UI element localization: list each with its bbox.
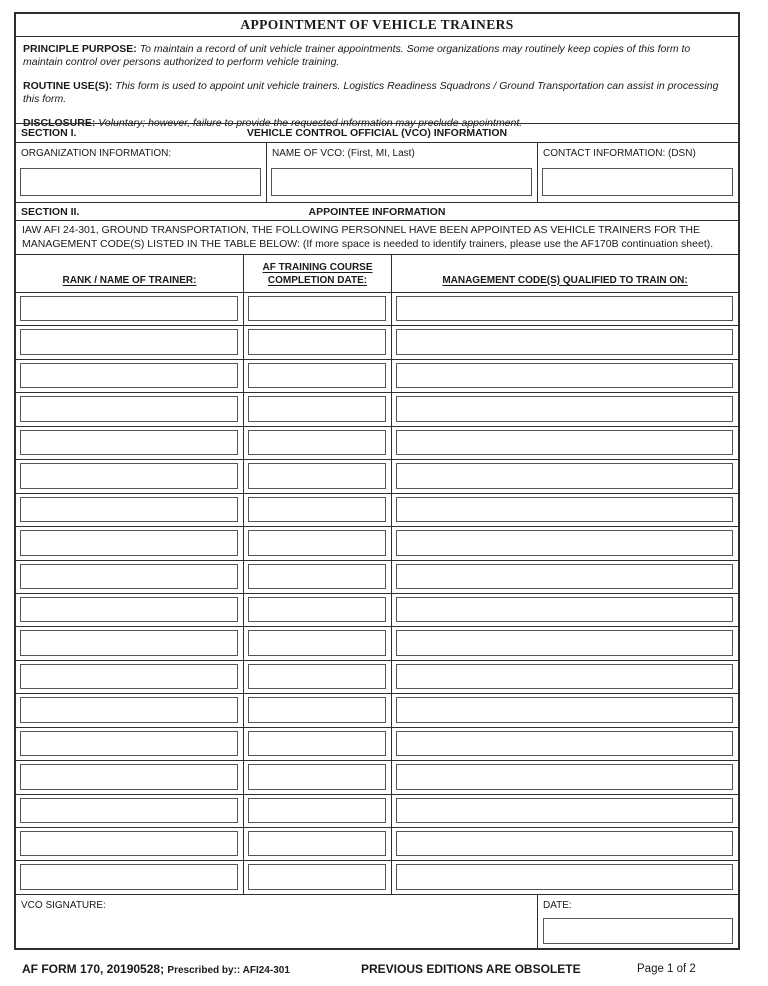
rank-name-input[interactable] [20,798,238,823]
vco-signature-cell [16,895,537,948]
management-codes-input[interactable] [396,329,733,354]
table-cell [16,594,243,626]
table-row [16,594,738,627]
table-cell [16,326,243,358]
rank-name-input[interactable] [20,564,238,589]
table-row [16,728,738,761]
table-cell [391,326,738,358]
af-form-170 [14,12,740,950]
table-row [16,661,738,694]
trainer-rows [16,293,738,894]
completion-date-input[interactable] [248,396,386,421]
management-codes-input[interactable] [396,463,733,488]
table-cell [16,360,243,392]
organization-label: ORGANIZATION INFORMATION: [21,148,172,159]
rank-name-input[interactable] [20,396,238,421]
table-row [16,326,738,359]
rank-name-input[interactable] [20,630,238,655]
rank-name-input[interactable] [20,530,238,555]
table-cell [391,460,738,492]
table-cell [243,527,391,559]
table-cell [243,594,391,626]
rank-name-input[interactable] [20,463,238,488]
organization-input[interactable] [20,168,261,196]
management-codes-input[interactable] [396,798,733,823]
obsolete-notice: PREVIOUS EDITIONS ARE OBSOLETE [361,962,581,976]
completion-date-input[interactable] [248,564,386,589]
principle-purpose-text: To maintain a record of unit vehicle trainer appointments. Some organizations may routinely keep copies of this form to maintain control over persons authorized to perform vehicle training. [23,43,691,68]
table-row [16,627,738,660]
table-cell [391,494,738,526]
management-codes-input[interactable] [396,497,733,522]
vco-name-cell [266,143,537,202]
rank-name-input[interactable] [20,864,238,889]
vco-name-input[interactable] [271,168,532,196]
disclosure-label: DISCLOSURE: [23,117,96,129]
table-cell [391,393,738,425]
section-1-bar [16,123,738,143]
table-cell [243,494,391,526]
table-cell [243,661,391,693]
table-cell [243,326,391,358]
section-1-title: VEHICLE CONTROL OFFICIAL (VCO) INFORMATION [246,127,508,139]
rank-name-input[interactable] [20,430,238,455]
management-codes-input[interactable] [396,430,733,455]
form-number: AF FORM 170, 20190528; [22,962,165,976]
rank-name-input[interactable] [20,731,238,756]
completion-date-input[interactable] [248,731,386,756]
table-cell [391,694,738,726]
table-cell [391,661,738,693]
completion-date-input[interactable] [248,430,386,455]
table-cell [16,728,243,760]
management-codes-input[interactable] [396,597,733,622]
table-cell [16,494,243,526]
table-cell [243,795,391,827]
form-id-text [22,962,290,976]
table-cell [16,393,243,425]
table-cell [16,661,243,693]
section-2-title: APPOINTEE INFORMATION [308,205,446,218]
rank-name-input[interactable] [20,363,238,388]
routine-use-notice [23,80,731,106]
vco-signature-label: VCO SIGNATURE: [21,900,106,911]
table-cell [391,627,738,659]
contact-info-cell [537,143,738,202]
table-cell [391,594,738,626]
column-header-management-codes: MANAGEMENT CODE(S) QUALIFIED TO TRAIN ON: [391,255,738,292]
table-row [16,360,738,393]
table-cell [243,561,391,593]
appointee-note: IAW AFI 24-301, GROUND TRANSPORTATION, THE FOLLOWING PERSONNEL HAVE BEEN APPOINTED AS VEHICLE TRAINERS FOR THE MANAGEMENT CODE(S) LISTED IN THE TABLE BELOW: (If more space is needed to identify trainers, please use the AF170B continuation sheet). [22,224,714,250]
table-row [16,694,738,727]
table-cell [391,360,738,392]
completion-date-input[interactable] [248,697,386,722]
disclosure-text: Voluntary; however, failure to provide the requested information may preclude appointment. [95,117,523,129]
table-row [16,460,738,493]
completion-date-input[interactable] [248,798,386,823]
table-cell [16,761,243,793]
table-row [16,527,738,560]
table-row [16,393,738,426]
rank-name-input[interactable] [20,597,238,622]
section-1-id: SECTION I. [21,127,77,139]
table-row [16,494,738,527]
table-cell [391,795,738,827]
section-2-id: SECTION II. [21,205,80,218]
table-cell [391,828,738,860]
column-header-completion-date: AF TRAINING COURSE COMPLETION DATE: [243,255,391,292]
principle-purpose-label: PRINCIPLE PURPOSE: [23,43,137,55]
management-codes-input[interactable] [396,296,733,321]
management-codes-input[interactable] [396,530,733,555]
table-cell [16,527,243,559]
completion-date-input[interactable] [248,664,386,689]
table-cell [391,293,738,325]
table-cell [243,427,391,459]
completion-date-input[interactable] [248,497,386,522]
form-title: APPOINTMENT OF VEHICLE TRAINERS [16,14,738,37]
table-cell [243,861,391,893]
completion-date-input[interactable] [248,630,386,655]
date-input[interactable] [543,918,733,944]
table-cell [16,561,243,593]
completion-date-input[interactable] [248,363,386,388]
table-cell [243,627,391,659]
date-cell [537,895,738,948]
completion-date-input[interactable] [248,831,386,856]
rank-name-input[interactable] [20,764,238,789]
table-cell [16,861,243,893]
management-codes-input[interactable] [396,664,733,689]
rank-name-input[interactable] [20,664,238,689]
contact-info-label: CONTACT INFORMATION: (DSN) [543,148,696,159]
management-codes-input[interactable] [396,564,733,589]
management-codes-input[interactable] [396,363,733,388]
table-cell [243,728,391,760]
table-row [16,795,738,828]
table-cell [16,694,243,726]
table-row [16,828,738,861]
table-cell [16,460,243,492]
table-cell [243,393,391,425]
table-cell [243,360,391,392]
management-codes-input[interactable] [396,764,733,789]
date-label: DATE: [543,900,572,911]
signature-row [16,894,738,948]
principle-purpose-notice [23,43,731,69]
table-cell [16,795,243,827]
vco-name-label: NAME OF VCO: (First, MI, Last) [272,148,415,159]
rank-name-input[interactable] [20,329,238,354]
table-cell [391,728,738,760]
completion-date-input[interactable] [248,530,386,555]
table-row [16,561,738,594]
form-footer [14,956,740,982]
table-cell [16,427,243,459]
completion-date-input[interactable] [248,463,386,488]
table-cell [16,627,243,659]
trainer-table-header [16,254,738,293]
table-cell [391,861,738,893]
management-codes-input[interactable] [396,731,733,756]
contact-info-input[interactable] [542,168,733,196]
completion-date-input[interactable] [248,597,386,622]
table-cell [391,561,738,593]
routine-use-text: This form is used to appoint unit vehicle trainers. Logistics Readiness Squadrons / Ground Transportation can assist in processing this form. [23,80,719,105]
routine-use-label: ROUTINE USE(S): [23,80,113,92]
table-cell [16,828,243,860]
column-header-rank-name: RANK / NAME OF TRAINER: [62,274,197,286]
rank-name-input[interactable] [20,497,238,522]
table-cell [243,828,391,860]
completion-date-input[interactable] [248,296,386,321]
organization-cell [16,143,266,202]
management-codes-input[interactable] [396,630,733,655]
management-codes-input[interactable] [396,396,733,421]
table-cell [243,460,391,492]
management-codes-input[interactable] [396,697,733,722]
table-cell [243,761,391,793]
rank-name-input[interactable] [20,831,238,856]
management-codes-input[interactable] [396,864,733,889]
section-2-bar [16,202,738,221]
completion-date-input[interactable] [248,764,386,789]
notices-block [16,37,738,129]
table-cell [391,427,738,459]
management-codes-input[interactable] [396,831,733,856]
page-number: Page 1 of 2 [637,963,696,975]
table-row [16,761,738,794]
table-cell [16,293,243,325]
table-cell [391,527,738,559]
completion-date-input[interactable] [248,864,386,889]
rank-name-input[interactable] [20,296,238,321]
vco-info-row [16,143,738,202]
completion-date-input[interactable] [248,329,386,354]
table-row [16,861,738,893]
rank-name-input[interactable] [20,697,238,722]
prescribed-by-text: Prescribed by:: AFI24-301 [167,965,290,976]
table-row [16,427,738,460]
table-cell [391,761,738,793]
table-cell [243,694,391,726]
table-row [16,293,738,326]
table-cell [243,293,391,325]
